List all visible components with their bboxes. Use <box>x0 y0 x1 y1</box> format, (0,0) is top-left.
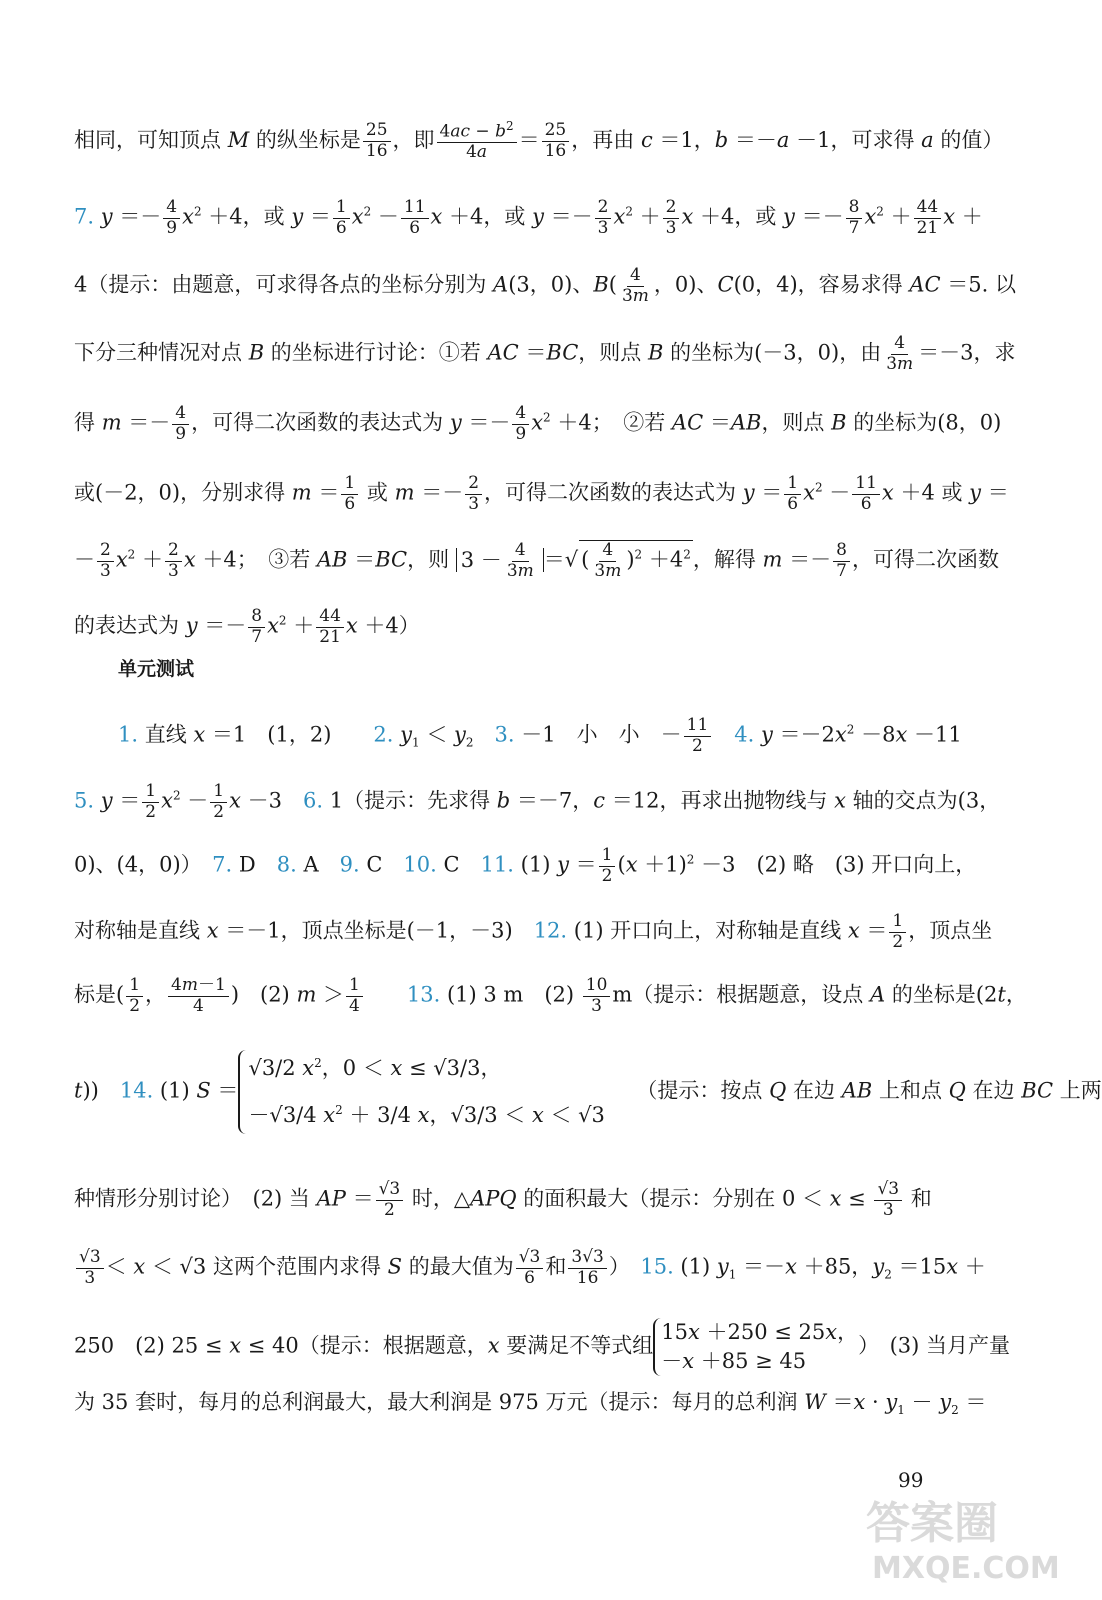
answer-14-2: 种情形分别讨论） (2) 当 AP ＝ $\frac{√3}{2}$ 时，△APQ 的面积最大（提示：分别在 0 ＜ x ≤ $\frac{√3}{3}$ 和 <box>74 1179 932 1220</box>
text-line-3: 4（提示：由题意，可求得各点的坐标分别为 A(3，0)、B( $\frac{4}{3m}$ ，0)、C(0，4)，容易求得 AC ＝5. 以 <box>74 265 1016 306</box>
watermark-logo <box>862 1488 1060 1586</box>
answer-14-15: $\frac{√3}{3}$ ＜ x ＜ √3 这两个范围内求得 S 的最大值为 $\frac{√3}{6}$ 和 $\frac{3√3}{16}$ ） 15. (1) $y_1 =-x +85$，$y_2 =15x$ ＋ <box>74 1248 987 1288</box>
svg-text:MXQE.COM: MXQE.COM <box>872 1551 1060 1586</box>
answer-15-2: 250 (2) 25 ≤ x ≤ 40（提示：根据题意，x 要满足不等式组 15x ＋250 ≤ 25x， －x ＋85 ≥ 45 ） (3) 当月产量 <box>74 1318 987 1376</box>
answers-11-12: 对称轴是直线 x ＝－1，顶点坐标是(－1，－3) 12. (1) 开口向上，对称轴是直线 x ＝ $\frac{1}{2}$ ，顶点坐 <box>74 911 993 952</box>
answers-1-4: 1. 直线 x ＝1 (1，2) 2. $y_1 < y_2$ 3. －1 小 小 － $\frac{11}{2}$ 4. $y =-2x^2 -8x -11$ <box>118 715 962 756</box>
text-line-6: 或(－2，0)，分别求得 m ＝ $\frac{1}{6}$ 或 m ＝－ $\frac{2}{3}$ ，可得二次函数的表达式为 y ＝ $\frac{1}{6}$ $x^2$ － $\frac{11}{6}$ x ＋4 或 y ＝ <box>74 473 1009 514</box>
section-title: 单元测试 <box>118 658 195 680</box>
svg-text:答案圈: 答案圈 <box>866 1498 998 1549</box>
answer-7: 7. y ＝－ $\frac{4}{9}$ $x^2 +4$，或 y ＝ $\frac{1}{6}$ $x^2$ － $\frac{11}{6}$ x ＋4，或 y ＝－ $\frac{2}{3}$ $x^2$ ＋ $\frac{2}{3}$ x ＋4，或 y ＝－ $\frac{8}{7}$ $x^2$ ＋ $\frac{44}{21}$ x ＋ <box>74 197 983 238</box>
text-line-7: － $\frac{2}{3}$ $x^2$ ＋ $\frac{2}{3}$ x ＋4； ③若 AB ＝BC，则 3 － $\frac{4}{3m}$ ＝√ ( $\frac{4}{3m}$ )$^2 +4^2$，解得 m ＝－ $\frac{8}{7}$ ，可得二次函数 <box>74 540 999 581</box>
answer-15-3: 为 35 套时，每月的总利润最大，最大利润是 975 万元（提示：每月的总利润 $W =x \cdot y_1 - y_2$ ＝ <box>74 1390 987 1418</box>
page-number: 99 <box>898 1468 924 1492</box>
text-line-4: 下分三种情况对点 B 的坐标进行讨论：①若 AC ＝BC，则点 B 的坐标为(－3，0)，由 $\frac{4}{3m}$ ＝－3，求 <box>74 333 1016 374</box>
answers-12-13: 标是( $\frac{1}{2}$ ， $\frac{4m-1}{4}$ ) (2) m ＞ $\frac{1}{4}$ 13. (1) 3 m (2) $\frac{10}{3}$ m（提示：根据题意，设点 A 的坐标是(2t， <box>74 975 1027 1016</box>
text-line-8: 的表达式为 y ＝－ $\frac{8}{7}$ $x^2$ ＋ $\frac{44}{21}$ x ＋4） <box>74 606 420 647</box>
answers-7-11: 0)、(4，0)） 7. D 8. A 9. C 10. C 11. (1) y ＝ $\frac{1}{2}$ $(x +1)^2 -3$ (2) 略 (3) 开口向上， <box>74 845 977 886</box>
text-line-5: 得 m ＝－ $\frac{4}{9}$ ，可得二次函数的表达式为 y ＝－ $\frac{4}{9}$ $x^2 +4$； ②若 AC ＝AB，则点 B 的坐标为(8，0) <box>74 403 1002 444</box>
text-line-1: 相同，可知顶点 M 的纵坐标是 $\frac{25}{16}$ ，即 $\frac{4ac - b^2}{4a}$ ＝ $\frac{25}{16}$ ，再由 c ＝1，b ＝－a －1，可求得 a 的值） <box>74 119 1004 163</box>
answer-14-piecewise: t)) 14. (1) S ＝ √3/2 $x^2$，0 ＜ x ≤ √3/3， －√3/4 $x^2 + 3/4$ x，√3/3 ＜ x ＜ √3 （提示：按点 Q 在边 AB 上和点 Q 在边 BC 上两 <box>74 1050 987 1134</box>
answers-5-6: 5. y ＝ $\frac{1}{2}$ $x^2$ － $\frac{1}{2}$ x －3 6. 1（提示：先求得 b ＝－7，c ＝12，再求出抛物线与 x 轴的交点为(3， <box>74 781 1001 822</box>
